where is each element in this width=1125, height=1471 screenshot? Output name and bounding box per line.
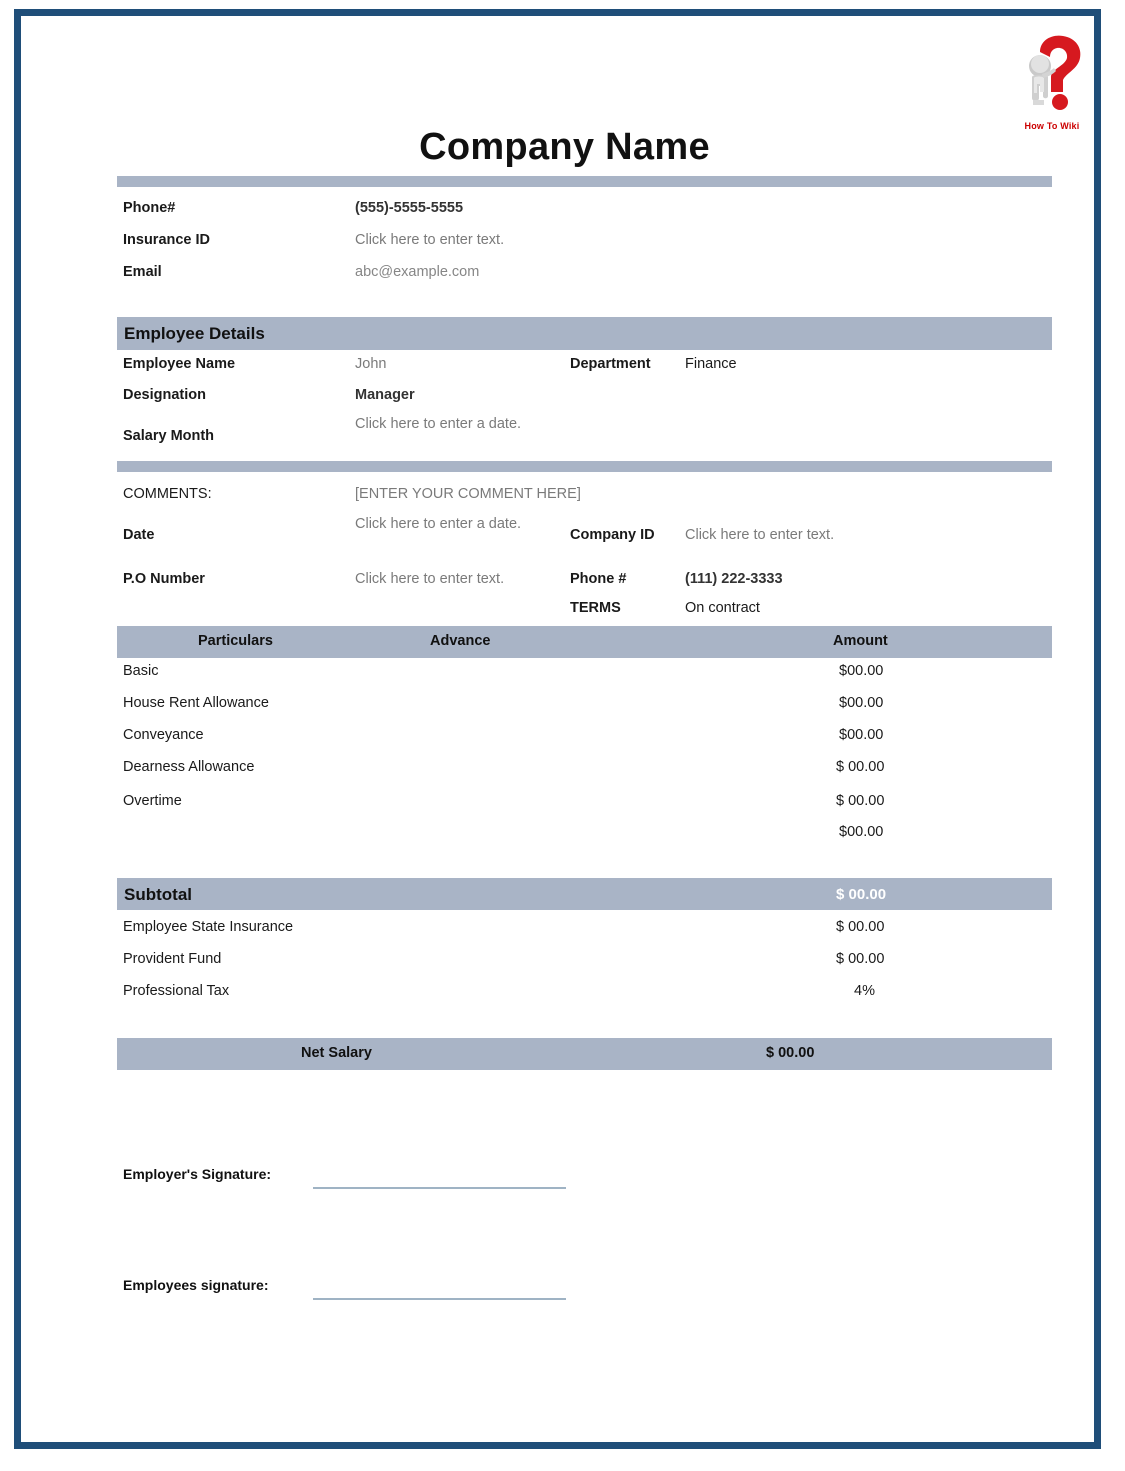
figure-head-highlight	[1031, 55, 1049, 73]
designation-label: Designation	[123, 387, 206, 403]
header-divider-bar	[117, 176, 1052, 187]
phone-hash-label: Phone #	[570, 571, 627, 587]
deduction-label: Professional Tax	[123, 983, 230, 999]
employee-name-value[interactable]: John	[355, 356, 387, 372]
col-header-particulars: Particulars	[198, 633, 273, 649]
employer-signature-line[interactable]	[313, 1187, 566, 1189]
net-salary-bar	[117, 1038, 1052, 1070]
department-value[interactable]: Finance	[685, 356, 737, 372]
email-value[interactable]: abc@example.com	[355, 264, 480, 280]
company-id-value[interactable]: Click here to enter text.	[685, 527, 835, 543]
salary-month-label: Salary Month	[123, 428, 215, 444]
terms-label: TERMS	[570, 600, 621, 616]
deduction-amount[interactable]: $ 00.00	[836, 951, 885, 967]
table-row-particulars: Conveyance	[123, 727, 204, 743]
figure-feet	[1033, 100, 1044, 105]
po-number-value[interactable]: Click here to enter text.	[355, 571, 505, 587]
table-row-amount[interactable]: $00.00	[839, 824, 884, 840]
comments-label: COMMENTS:	[123, 486, 212, 502]
table-row-amount[interactable]: $00.00	[839, 695, 884, 711]
col-header-amount: Amount	[833, 633, 888, 649]
insurance-id-value[interactable]: Click here to enter text.	[355, 232, 505, 248]
comments-divider-bar	[117, 461, 1052, 472]
subtotal-label: Subtotal	[124, 885, 192, 904]
table-row-amount[interactable]: $ 00.00	[836, 759, 885, 775]
employer-signature-label: Employer's Signature:	[123, 1166, 272, 1182]
table-row-particulars: Basic	[123, 663, 159, 679]
table-row-particulars: Overtime	[123, 793, 182, 809]
salary-month-value[interactable]: Click here to enter a date.	[355, 416, 522, 432]
comments-value[interactable]: [ENTER YOUR COMMENT HERE]	[355, 486, 581, 502]
net-salary-amount: $ 00.00	[766, 1045, 815, 1061]
table-row-amount[interactable]: $00.00	[839, 663, 884, 679]
net-salary-label: Net Salary	[301, 1045, 372, 1061]
terms-value[interactable]: On contract	[685, 600, 760, 616]
table-row-particulars: House Rent Allowance	[123, 695, 269, 711]
page-title: Company Name	[419, 126, 710, 168]
deduction-label: Employee State Insurance	[123, 919, 294, 935]
employee-signature-line[interactable]	[313, 1298, 566, 1300]
designation-value[interactable]: Manager	[355, 387, 415, 403]
phone-value[interactable]: (555)-5555-5555	[355, 200, 464, 216]
deduction-amount[interactable]: 4%	[854, 983, 875, 999]
department-label: Department	[570, 356, 651, 372]
employee-signature-label: Employees signature:	[123, 1277, 269, 1293]
question-mark-dot	[1052, 94, 1068, 110]
phone-label: Phone#	[123, 200, 176, 216]
subtotal-amount: $ 00.00	[836, 886, 887, 903]
document-sheet	[21, 16, 1108, 1456]
po-number-label: P.O Number	[123, 571, 205, 587]
insurance-id-label: Insurance ID	[123, 232, 211, 248]
phone-hash-value[interactable]: (111) 222-3333	[685, 571, 783, 587]
company-id-label: Company ID	[570, 527, 655, 543]
deduction-amount[interactable]: $ 00.00	[836, 919, 885, 935]
email-label: Email	[123, 264, 162, 280]
table-row-amount[interactable]: $ 00.00	[836, 793, 885, 809]
how-to-wiki-logo	[1010, 30, 1094, 140]
table-row-particulars: Dearness Allowance	[123, 759, 255, 775]
col-header-advance: Advance	[430, 633, 491, 649]
date-value[interactable]: Click here to enter a date.	[355, 516, 522, 532]
deduction-label: Provident Fund	[123, 951, 222, 967]
employee-details-heading: Employee Details	[124, 324, 265, 343]
date-label: Date	[123, 527, 155, 543]
document-frame	[14, 9, 1101, 1449]
employee-name-label: Employee Name	[123, 356, 236, 372]
question-mark-figure-icon	[1010, 30, 1094, 120]
subtotal-bar	[117, 878, 1052, 910]
logo-caption: How To Wiki	[1024, 121, 1080, 131]
table-row-amount[interactable]: $00.00	[839, 727, 884, 743]
